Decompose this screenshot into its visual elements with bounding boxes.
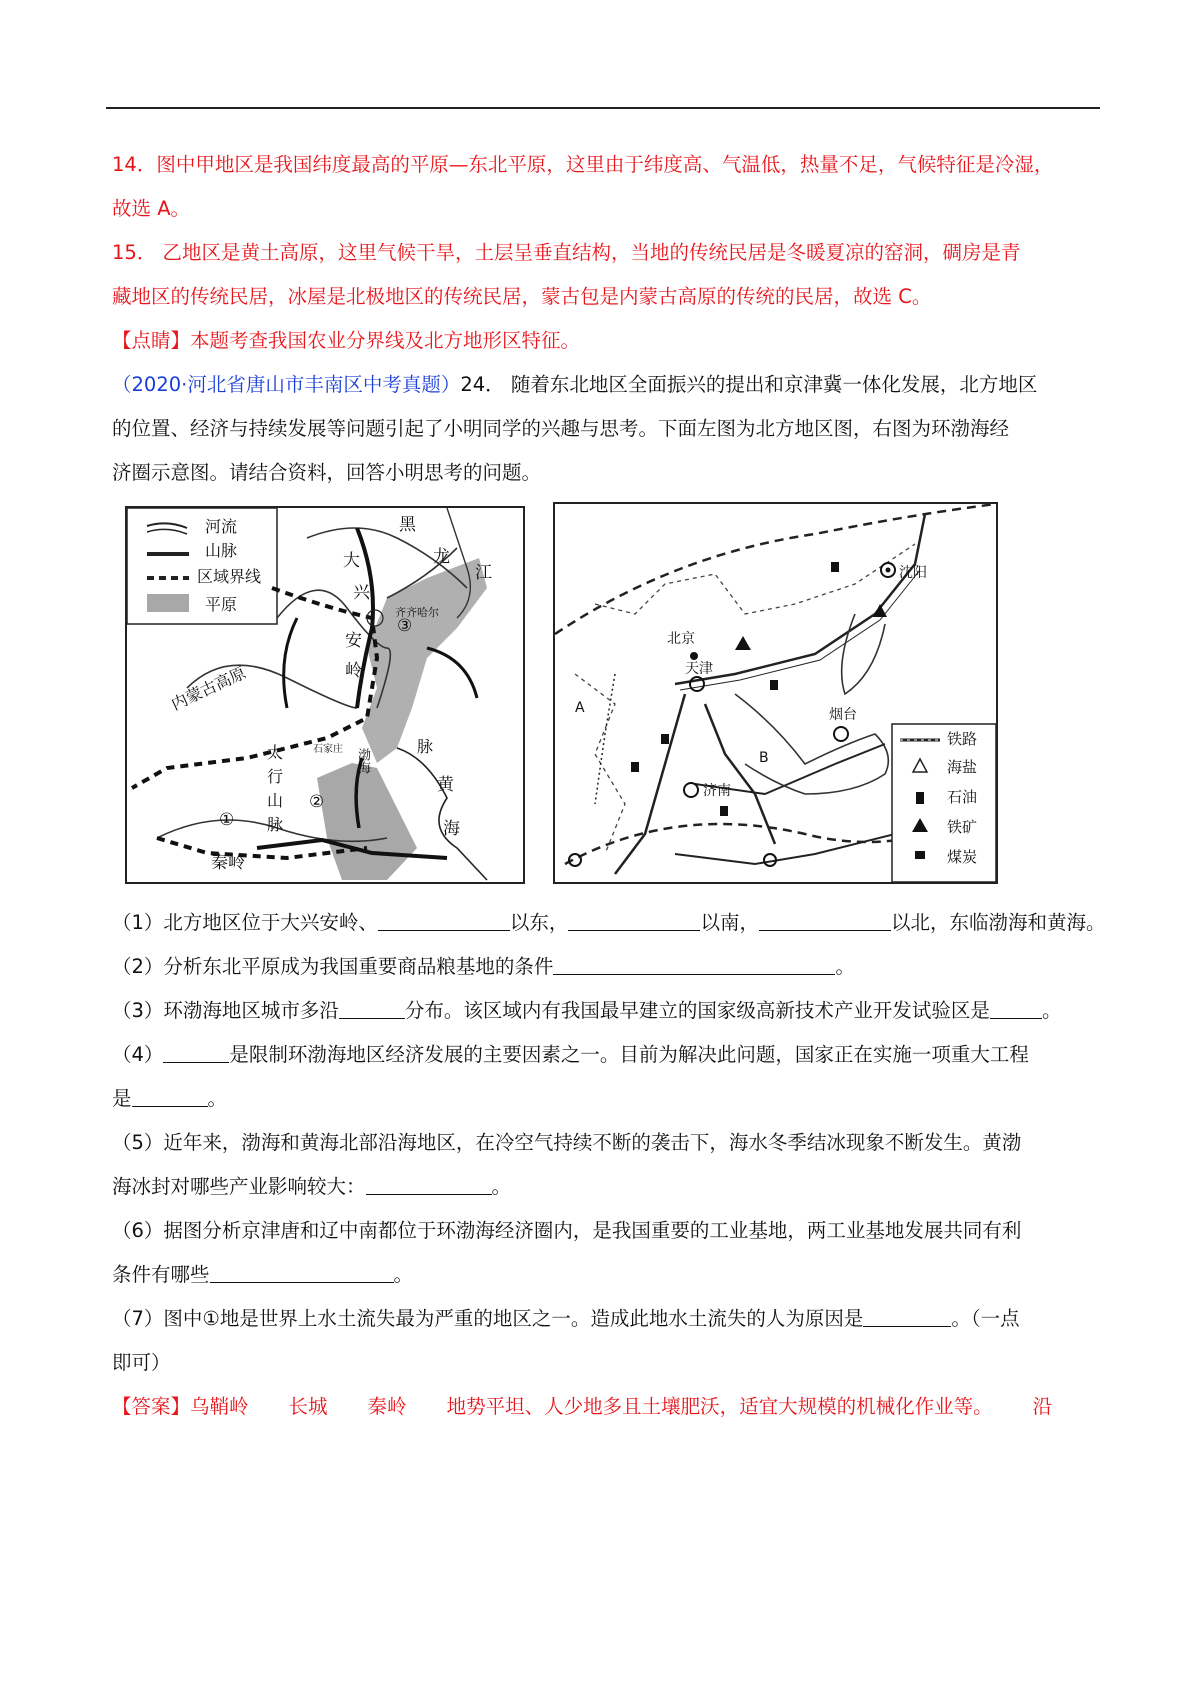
label-circle-3: ③ xyxy=(397,616,413,636)
note-line: 【点睛】本题考查我国农业分界线及北方地形区特征。 xyxy=(112,329,581,352)
label-yantai: 烟台 xyxy=(829,707,857,723)
s1-text-a: （1）北方地区位于大兴安岭、 xyxy=(112,911,378,934)
bohai-economic-map-svg xyxy=(555,504,996,882)
blank-q2[interactable] xyxy=(553,954,835,975)
s2-text-b: 。 xyxy=(835,955,855,978)
q15-line2: 藏地区的传统民居，冰屋是北极地区的传统民居，蒙古包是内蒙古高原的传统的民居，故选 C。 xyxy=(112,285,932,308)
legend-river-label: 河流 xyxy=(205,517,238,536)
blank-q4-2[interactable] xyxy=(132,1086,208,1107)
s1-text-b: 以东， xyxy=(509,911,569,934)
answer-label: 【答案】 xyxy=(112,1395,191,1418)
label-b: B xyxy=(759,750,769,766)
sub-q5-line1: （5）近年来，渤海和黄海北部沿海地区，在冷空气持续不断的袭击下，海水冬季结冰现象不断发生。黄渤 xyxy=(112,1131,1022,1154)
sub-q1 xyxy=(112,901,1106,945)
label-heilong-1: 黑 xyxy=(399,515,416,535)
s5-text-b: 海冰封对哪些产业影响较大： xyxy=(112,1175,366,1198)
legend-mountain-label: 山脉 xyxy=(205,541,238,560)
sub-q5-line2 xyxy=(112,1165,1102,1209)
label-taihang-2: 行 xyxy=(267,767,284,786)
sub-q6-line1: （6）据图分析京津唐和辽中南都位于环渤海经济圈内，是我国重要的工业基地，两工业基地发展共同有利 xyxy=(112,1219,1022,1242)
sub-q4-line2 xyxy=(112,1077,1102,1121)
blank-q1-3[interactable] xyxy=(759,910,891,931)
legend-iron-label: 铁矿 xyxy=(947,818,978,836)
s7-text-b: 。（一点 xyxy=(951,1307,1020,1330)
s2-text-a: （2）分析东北平原成为我国重要商品粮基地的条件 xyxy=(112,955,554,978)
blank-q7[interactable] xyxy=(863,1306,951,1327)
s1-text-c: 以南， xyxy=(700,911,759,934)
blank-q5[interactable] xyxy=(366,1174,492,1195)
label-circle-2: ② xyxy=(309,792,325,812)
label-shenyang: 沈阳 xyxy=(899,565,927,581)
question-intro-line3: 济圈示意图。请结合资料，回答小明思考的问题。 xyxy=(112,461,542,484)
label-heilong-3: 江 xyxy=(475,563,492,583)
answer-line xyxy=(112,1385,1102,1429)
sub-q7-line1 xyxy=(112,1297,1102,1341)
label-circle-1: ① xyxy=(219,810,235,830)
question-intro-line2: 的位置、经济与持续发展等问题引起了小明同学的兴趣与思考。下面左图为北方地区图，右图为环渤海经 xyxy=(112,417,1010,440)
answer-item-5: 沿 xyxy=(1032,1395,1053,1418)
s3-text-a: （3）环渤海地区城市多沿 xyxy=(112,999,339,1022)
label-daxing-2: 兴 xyxy=(353,583,370,603)
intro-text1: 24． 随着东北地区全面振兴的提出和京津冀一体化发展，北方地区 xyxy=(460,373,1038,396)
label-taihang-4: 脉 xyxy=(267,815,284,834)
sub-q4-line1 xyxy=(112,1033,1102,1077)
label-daxing-1: 大 xyxy=(343,551,360,571)
s1-text-d: 以北，东临渤海和黄海。 xyxy=(890,911,1106,934)
sub-q6-line2 xyxy=(112,1253,1102,1297)
question-intro-line1 xyxy=(112,363,1102,407)
answer-item-2: 长城 xyxy=(288,1395,328,1418)
label-tianjin: 天津 xyxy=(685,661,713,677)
header-rule xyxy=(106,107,1100,109)
label-changbai: 脉 xyxy=(417,737,434,756)
northeast-plain xyxy=(362,558,487,763)
label-bohai: 渤海 xyxy=(355,748,370,774)
blank-q3-2[interactable] xyxy=(990,998,1042,1019)
label-heilong-2: 龙 xyxy=(433,547,450,567)
legend-boundary-label: 区域界线 xyxy=(197,567,262,586)
answer-item-3: 秦岭 xyxy=(367,1395,407,1418)
north-region-map xyxy=(125,506,525,884)
q14-line1: 14．图中甲地区是我国纬度最高的平原—东北平原，这里由于纬度高、气温低，热量不足，气候特征是冷湿， xyxy=(112,153,1054,176)
legend-salt-label: 海盐 xyxy=(947,758,978,776)
label-jinan: 济南 xyxy=(703,783,731,799)
label-huanghai-1: 黄 xyxy=(437,775,454,795)
s6-text-c: 。 xyxy=(393,1263,414,1286)
s4-text-b: 是限制环渤海地区经济发展的主要因素之一。目前为解决此问题，国家正在实施一项重大工程 xyxy=(229,1043,1029,1066)
answer-item-1: 乌鞘岭 xyxy=(190,1395,249,1418)
legend-railway-label: 铁路 xyxy=(947,730,978,748)
answer-item-4: 地势平坦、人少地多且土壤肥沃，适宜大规模的机械化作业等。 xyxy=(446,1395,993,1418)
blank-q3-1[interactable] xyxy=(339,998,405,1019)
bohai-economic-map xyxy=(553,502,998,884)
label-qiqihar: 齐齐哈尔 xyxy=(395,606,439,619)
label-shijiazhuang: 石家庄 xyxy=(313,744,343,755)
s4-text-a: （4） xyxy=(112,1043,164,1066)
s5-text-c: 。 xyxy=(491,1175,512,1198)
blank-q1-2[interactable] xyxy=(568,910,700,931)
label-beijing: 北京 xyxy=(667,631,695,647)
label-taihang-3: 山 xyxy=(267,791,284,810)
s3-text-c: 。 xyxy=(1041,999,1062,1022)
q14-line2: 故选 A。 xyxy=(112,197,191,220)
s3-text-b: 分布。该区域内有我国最早建立的国家级高新技术产业开发试验区是 xyxy=(404,999,990,1022)
q15-line1: 15． 乙地区是黄土高原，这里气候干旱，土层呈垂直结构，当地的传统民居是冬暖夏凉的窑洞，碉房是青 xyxy=(112,241,1021,264)
label-qinling: 秦岭 xyxy=(211,853,245,873)
s7-text-a: （7）图中①地是世界上水土流失最为严重的地区之一。造成此地水土流失的人为原因是 xyxy=(112,1307,864,1330)
label-a: A xyxy=(575,700,585,716)
source-tag: （2020·河北省唐山市丰南区中考真题） xyxy=(112,373,461,396)
label-taihang-1: 太 xyxy=(267,743,284,762)
legend-oil-label: 石油 xyxy=(947,788,978,806)
s4-text-c: 是 xyxy=(112,1087,132,1110)
blank-q4-1[interactable] xyxy=(163,1042,229,1063)
legend-coal-label: 煤炭 xyxy=(947,848,978,866)
label-daxing-3: 安 xyxy=(345,631,362,651)
legend-plain-label: 平原 xyxy=(205,595,238,614)
north-china-plain xyxy=(317,763,417,880)
s6-text-b: 条件有哪些 xyxy=(112,1263,210,1286)
sub-q2 xyxy=(112,945,1102,989)
sub-q3 xyxy=(112,989,1102,1033)
blank-q1-1[interactable] xyxy=(378,910,510,931)
blank-q6[interactable] xyxy=(210,1262,394,1283)
label-huanghai-2: 海 xyxy=(443,819,460,839)
label-daxing-4: 岭 xyxy=(345,661,362,681)
label-neimenggu: 内蒙古高原 xyxy=(168,662,249,714)
s4-text-d: 。 xyxy=(207,1087,228,1110)
sub-q7-line2: 即可） xyxy=(112,1351,171,1374)
